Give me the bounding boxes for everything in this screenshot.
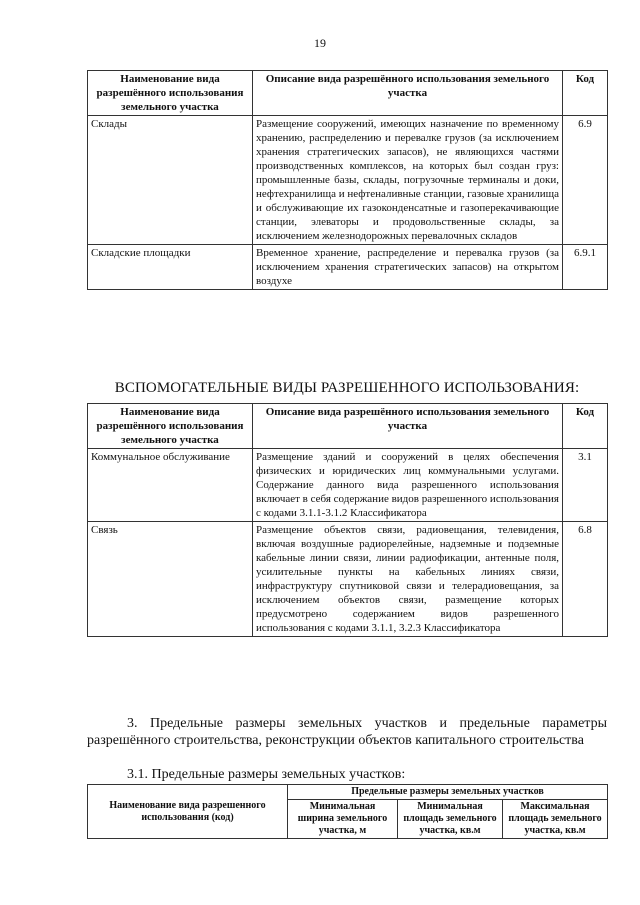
row-desc: Размещение объектов связи, радиовещания, телевидения, включая воздушные радиорелейные, надземные и подземные кабельные линии связи, линии радиофикации, антенные поля, усилительные пункты на кабельных линиях связи, инфраструктуру спутниковой связи и телерадиовещания, за исключением объектов связи, размещение которых предусмотрено содержанием видов разрешенного использования с кодами 3.1.1, 3.2.3 Классификатора: [253, 522, 563, 637]
aux-section-title: ВСПОМОГАТЕЛЬНЫЕ ВИДЫ РАЗРЕШЕННОГО ИСПОЛЬЗОВАНИЯ:: [114, 380, 580, 396]
header-min-area: Минимальная площадь земельного участка, кв.м: [398, 800, 503, 839]
row-name: Складские площадки: [88, 245, 253, 290]
aux-uses-table: [87, 403, 608, 637]
table-row: [88, 116, 608, 245]
page-number: 19: [314, 36, 326, 50]
row-name: Связь: [88, 522, 253, 637]
row-code: 6.9: [563, 116, 608, 245]
table-header-row: [88, 404, 608, 449]
row-code: 3.1: [563, 449, 608, 522]
header-desc: Описание вида разрешённого использования земельного участка: [253, 404, 563, 449]
header-name: Наименование вида разрешённого использования земельного участка: [88, 71, 253, 116]
row-desc: Размещение зданий и сооружений в целях обеспечения физических и юридических лиц коммунальными услугами. Содержание данного вида разрешенного использования включает в себя содержание видов разрешенного использования с кодами 3.1.1-3.1.2 Классификатора: [253, 449, 563, 522]
header-use-name: Наименование вида разрешенного использования (код): [88, 785, 288, 839]
table-row: [88, 449, 608, 522]
main-uses-table: [87, 70, 608, 290]
header-name: Наименование вида разрешённого использования земельного участка: [88, 404, 253, 449]
header-desc: Описание вида разрешённого использования земельного участка: [253, 71, 563, 116]
paragraph-3: 3. Предельные размеры земельных участков и предельные параметры разрешённого строительства, реконструкции объектов капитального строительства: [87, 716, 607, 748]
header-size-group: Предельные размеры земельных участков: [288, 785, 608, 800]
header-code: Код: [563, 71, 608, 116]
row-name: Склады: [88, 116, 253, 245]
header-max-area: Максимальная площадь земельного участка, кв.м: [503, 800, 608, 839]
row-desc: Временное хранение, распределение и перевалка грузов (за исключением хранения стратегических запасов) на открытом воздухе: [253, 245, 563, 290]
row-code: 6.9.1: [563, 245, 608, 290]
paragraph-3-1: 3.1. Предельные размеры земельных участков:: [127, 767, 406, 782]
header-code: Код: [563, 404, 608, 449]
table-row: [88, 245, 608, 290]
size-limits-table: [87, 784, 608, 839]
row-code: 6.8: [563, 522, 608, 637]
row-desc: Размещение сооружений, имеющих назначение по временному хранению, распределению и перевалке грузов (за исключением хранения стратегических запасов), не являющихся частями производственных комплексов, на которых был создан груз: промышленные базы, склады, погрузочные терминалы и доки, нефтехранилища и нефтеналивные станции, газовые хранилища и обслуживающие их газоконденсатные и газоперекачивающие станции, элеваторы и продовольственные склады, за исключением железнодорожных перевалочных складов: [253, 116, 563, 245]
table-row: [88, 522, 608, 637]
table-header-row: [88, 785, 608, 800]
header-min-width: Минимальная ширина земельного участка, м: [288, 800, 398, 839]
table-header-row: [88, 71, 608, 116]
row-name: Коммунальное обслуживание: [88, 449, 253, 522]
